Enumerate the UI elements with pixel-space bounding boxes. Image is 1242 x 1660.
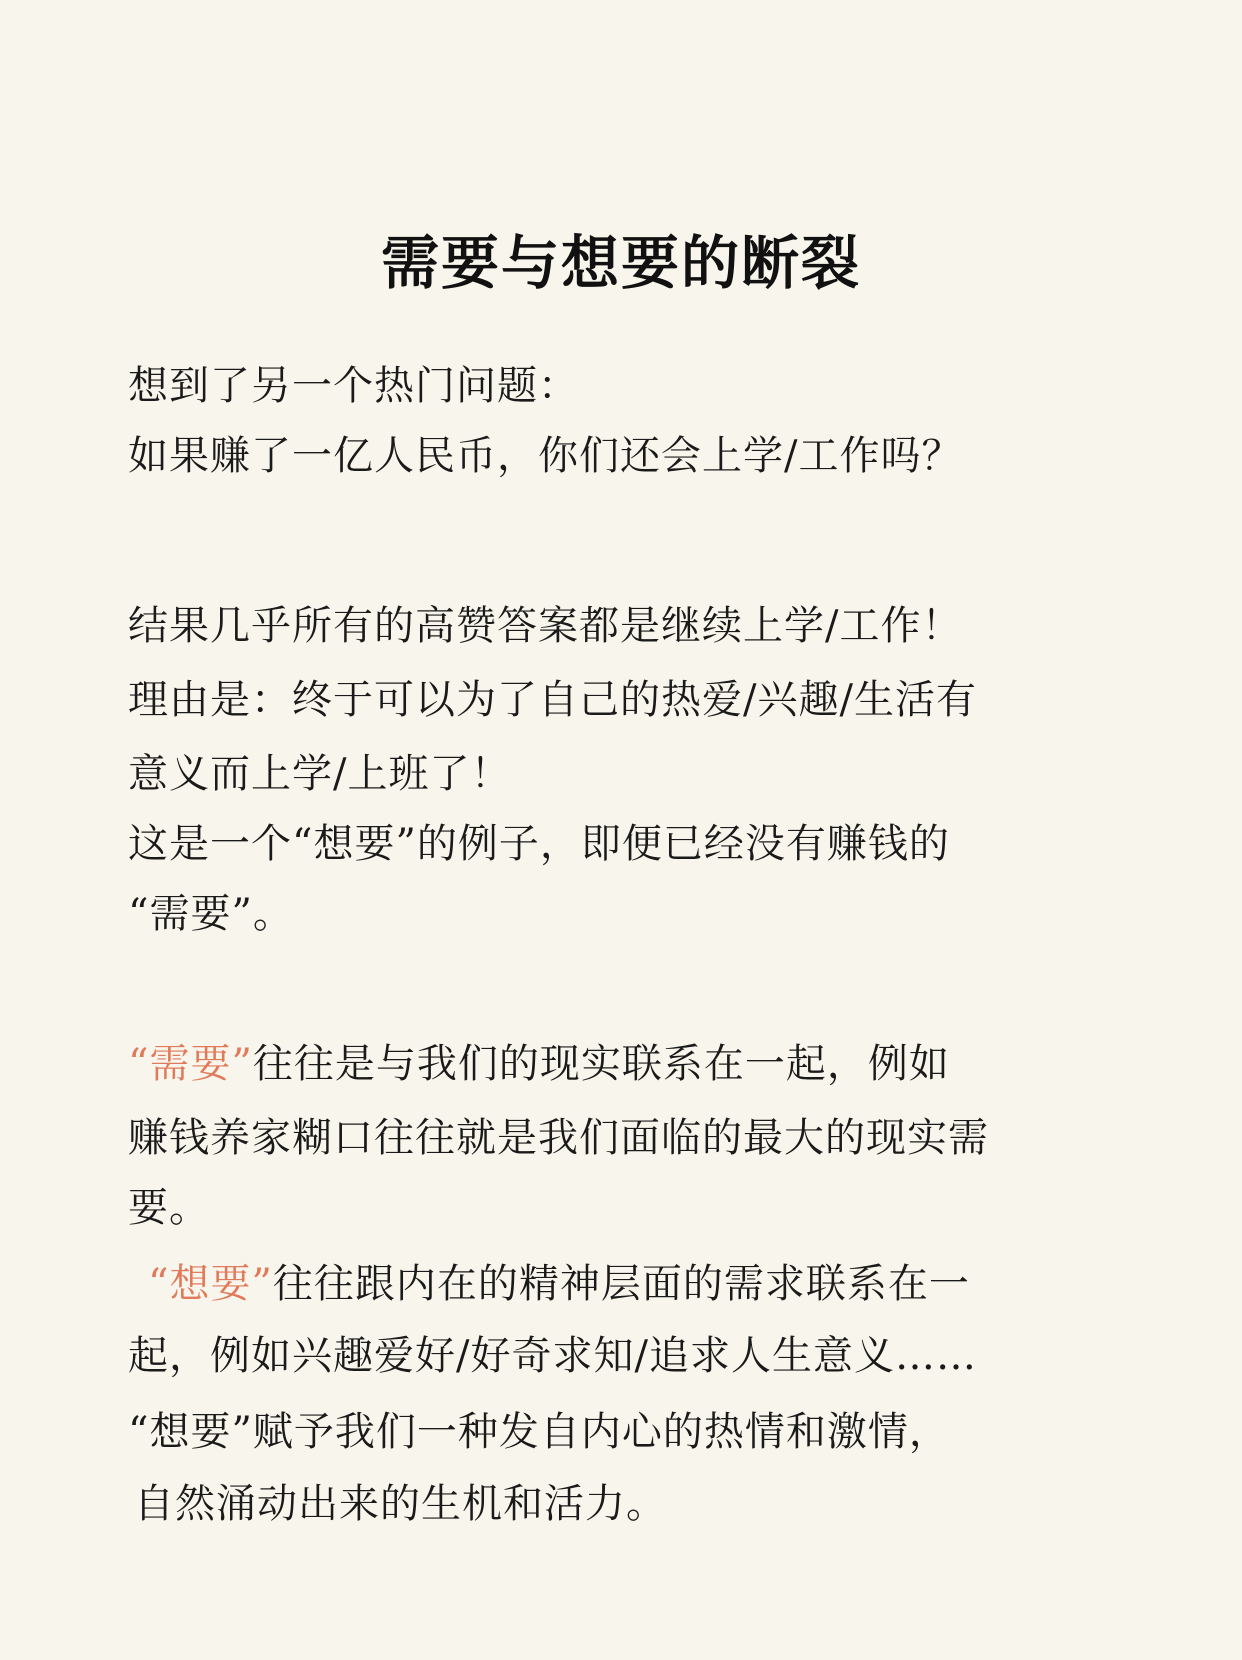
text-line: “想要”赋予我们一种发自内心的热情和激情， — [128, 1409, 950, 1455]
text-line: 如果赚了一亿人民币，你们还会上学/工作吗？ — [128, 433, 963, 479]
text-line: 意义而上学/上班了！ — [128, 751, 512, 797]
text-segment: 往往是与我们的现实联系在一起，例如 — [252, 1041, 950, 1087]
text-segment: 往往跟内在的精神层面的需求联系在一 — [272, 1261, 970, 1307]
text-line: “需要”。 — [128, 891, 294, 937]
want-term-highlight: “想要” — [148, 1261, 273, 1307]
text-line: 起，例如兴趣爱好/好奇求知/追求人生意义…… — [128, 1333, 977, 1379]
text-line: 想到了另一个热门问题： — [128, 363, 579, 409]
text-line: 结果几乎所有的高赞答案都是继续上学/工作！ — [128, 603, 963, 649]
text-line: 自然涌动出来的生机和活力。 — [134, 1481, 667, 1527]
need-term-highlight: “需要” — [128, 1041, 253, 1087]
text-line — [148, 1256, 970, 1312]
text-line: 这是一个“想要”的例子，即便已经没有赚钱的 — [128, 821, 950, 867]
text-line: 赚钱养家糊口往往就是我们面临的最大的现实需 — [128, 1115, 989, 1161]
text-line: 要。 — [128, 1185, 210, 1231]
text-line — [128, 1036, 950, 1092]
page-title: 需要与想要的断裂 — [380, 229, 861, 297]
text-line: 理由是：终于可以为了自己的热爱/兴趣/生活有 — [128, 677, 977, 723]
